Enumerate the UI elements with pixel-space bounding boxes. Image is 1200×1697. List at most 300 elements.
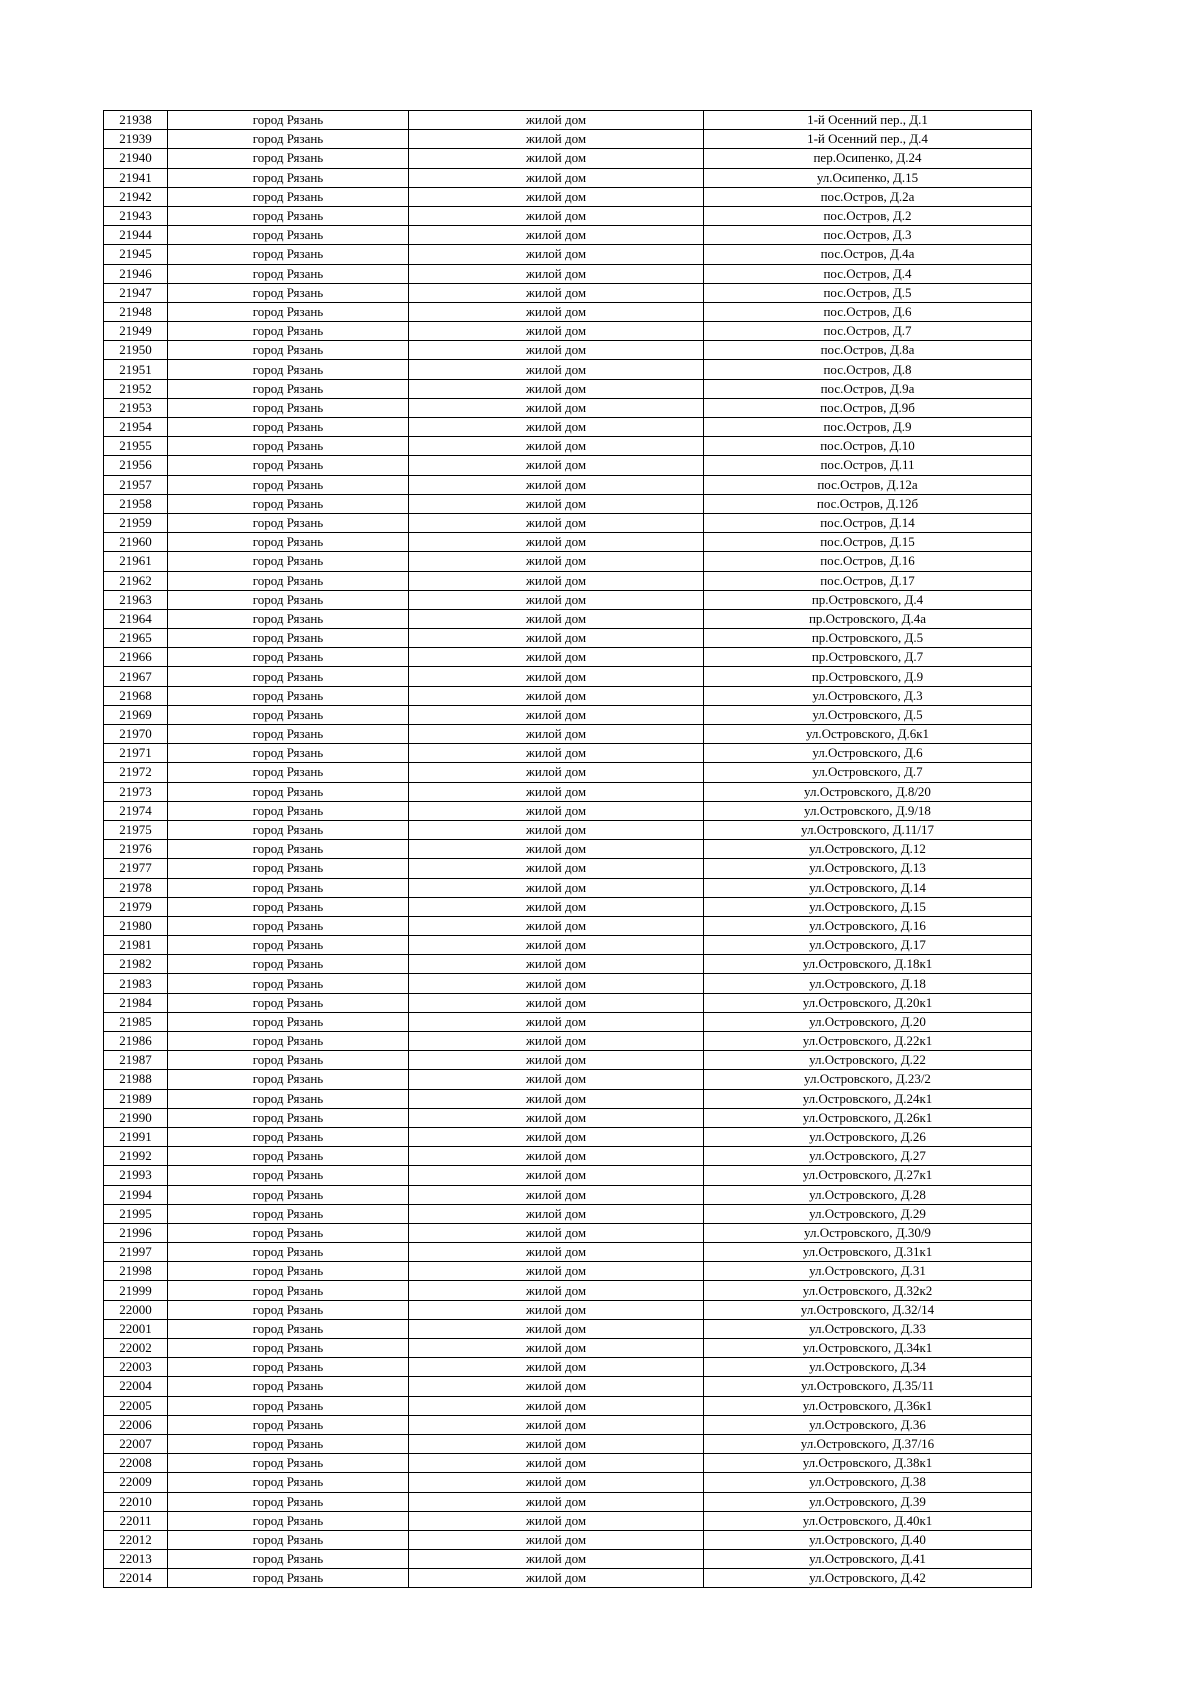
city-cell: город Рязань [168, 149, 409, 168]
row-number-cell: 21999 [104, 1281, 168, 1300]
city-cell: город Рязань [168, 1550, 409, 1569]
city-cell: город Рязань [168, 1358, 409, 1377]
row-number-cell: 21974 [104, 801, 168, 820]
building-type-cell: жилой дом [409, 418, 704, 437]
city-cell: город Рязань [168, 763, 409, 782]
building-type-cell: жилой дом [409, 648, 704, 667]
building-type-cell: жилой дом [409, 283, 704, 302]
address-cell: ул.Островского, Д.20к1 [704, 993, 1032, 1012]
row-number-cell: 21949 [104, 322, 168, 341]
address-cell: ул.Островского, Д.40 [704, 1530, 1032, 1549]
building-type-cell: жилой дом [409, 609, 704, 628]
building-type-cell: жилой дом [409, 1569, 704, 1588]
table-row [104, 437, 1032, 456]
address-cell: пос.Остров, Д.12б [704, 494, 1032, 513]
row-number-cell: 21980 [104, 916, 168, 935]
row-number-cell: 21969 [104, 705, 168, 724]
city-cell: город Рязань [168, 1223, 409, 1242]
address-cell: пос.Остров, Д.14 [704, 513, 1032, 532]
address-cell: ул.Островского, Д.38 [704, 1473, 1032, 1492]
address-cell: ул.Островского, Д.26 [704, 1127, 1032, 1146]
row-number-cell: 21944 [104, 226, 168, 245]
table-row [104, 878, 1032, 897]
city-cell: город Рязань [168, 1396, 409, 1415]
building-type-cell: жилой дом [409, 725, 704, 744]
building-type-cell: жилой дом [409, 1147, 704, 1166]
row-number-cell: 21988 [104, 1070, 168, 1089]
address-cell: ул.Островского, Д.17 [704, 936, 1032, 955]
city-cell: город Рязань [168, 494, 409, 513]
table-row [104, 820, 1032, 839]
building-type-cell: жилой дом [409, 1032, 704, 1051]
table-row [104, 648, 1032, 667]
address-cell: ул.Островского, Д.31 [704, 1262, 1032, 1281]
row-number-cell: 21970 [104, 725, 168, 744]
city-cell: город Рязань [168, 1127, 409, 1146]
address-cell: ул.Островского, Д.18к1 [704, 955, 1032, 974]
address-cell: пос.Остров, Д.8а [704, 341, 1032, 360]
building-type-cell: жилой дом [409, 1396, 704, 1415]
document-table-container [103, 110, 1031, 1588]
row-number-cell: 22001 [104, 1319, 168, 1338]
address-cell: пос.Остров, Д.11 [704, 456, 1032, 475]
address-table [103, 110, 1032, 1588]
table-row [104, 1339, 1032, 1358]
city-cell: город Рязань [168, 533, 409, 552]
row-number-cell: 21991 [104, 1127, 168, 1146]
city-cell: город Рязань [168, 283, 409, 302]
address-cell: ул.Островского, Д.30/9 [704, 1223, 1032, 1242]
row-number-cell: 22013 [104, 1550, 168, 1569]
building-type-cell: жилой дом [409, 111, 704, 130]
row-number-cell: 21967 [104, 667, 168, 686]
address-cell: ул.Островского, Д.23/2 [704, 1070, 1032, 1089]
table-row [104, 1147, 1032, 1166]
city-cell: город Рязань [168, 1339, 409, 1358]
building-type-cell: жилой дом [409, 1089, 704, 1108]
address-cell: пос.Остров, Д.5 [704, 283, 1032, 302]
row-number-cell: 21963 [104, 590, 168, 609]
row-number-cell: 21978 [104, 878, 168, 897]
building-type-cell: жилой дом [409, 1434, 704, 1453]
table-row [104, 1262, 1032, 1281]
address-cell: пр.Островского, Д.7 [704, 648, 1032, 667]
city-cell: город Рязань [168, 1415, 409, 1434]
address-cell: ул.Островского, Д.39 [704, 1492, 1032, 1511]
row-number-cell: 21989 [104, 1089, 168, 1108]
address-cell: пер.Осипенко, Д.24 [704, 149, 1032, 168]
address-cell: ул.Островского, Д.8/20 [704, 782, 1032, 801]
building-type-cell: жилой дом [409, 226, 704, 245]
table-row [104, 1108, 1032, 1127]
row-number-cell: 21981 [104, 936, 168, 955]
table-row [104, 1569, 1032, 1588]
building-type-cell: жилой дом [409, 974, 704, 993]
city-cell: город Рязань [168, 609, 409, 628]
building-type-cell: жилой дом [409, 1415, 704, 1434]
table-row [104, 187, 1032, 206]
city-cell: город Рязань [168, 418, 409, 437]
city-cell: город Рязань [168, 1147, 409, 1166]
address-cell: пос.Остров, Д.9б [704, 398, 1032, 417]
table-row [104, 590, 1032, 609]
table-row [104, 475, 1032, 494]
table-row [104, 916, 1032, 935]
address-cell: ул.Островского, Д.34к1 [704, 1339, 1032, 1358]
city-cell: город Рязань [168, 1377, 409, 1396]
row-number-cell: 21977 [104, 859, 168, 878]
city-cell: город Рязань [168, 686, 409, 705]
building-type-cell: жилой дом [409, 1185, 704, 1204]
table-row [104, 1300, 1032, 1319]
building-type-cell: жилой дом [409, 1012, 704, 1031]
city-cell: город Рязань [168, 513, 409, 532]
city-cell: город Рязань [168, 1300, 409, 1319]
address-cell: ул.Островского, Д.36к1 [704, 1396, 1032, 1415]
table-row [104, 782, 1032, 801]
address-cell: пос.Остров, Д.12а [704, 475, 1032, 494]
table-row [104, 859, 1032, 878]
row-number-cell: 22007 [104, 1434, 168, 1453]
city-cell: город Рязань [168, 801, 409, 820]
building-type-cell: жилой дом [409, 1051, 704, 1070]
building-type-cell: жилой дом [409, 1492, 704, 1511]
table-row [104, 111, 1032, 130]
row-number-cell: 21994 [104, 1185, 168, 1204]
row-number-cell: 21947 [104, 283, 168, 302]
row-number-cell: 21958 [104, 494, 168, 513]
row-number-cell: 22000 [104, 1300, 168, 1319]
building-type-cell: жилой дом [409, 744, 704, 763]
table-row [104, 1127, 1032, 1146]
row-number-cell: 21968 [104, 686, 168, 705]
building-type-cell: жилой дом [409, 571, 704, 590]
city-cell: город Рязань [168, 1204, 409, 1223]
building-type-cell: жилой дом [409, 667, 704, 686]
city-cell: город Рязань [168, 897, 409, 916]
row-number-cell: 21996 [104, 1223, 168, 1242]
address-cell: ул.Островского, Д.22к1 [704, 1032, 1032, 1051]
building-type-cell: жилой дом [409, 820, 704, 839]
address-cell: ул.Островского, Д.27 [704, 1147, 1032, 1166]
building-type-cell: жилой дом [409, 1530, 704, 1549]
row-number-cell: 22009 [104, 1473, 168, 1492]
city-cell: город Рязань [168, 974, 409, 993]
building-type-cell: жилой дом [409, 245, 704, 264]
city-cell: город Рязань [168, 840, 409, 859]
table-row [104, 398, 1032, 417]
table-row [104, 1358, 1032, 1377]
table-row [104, 1377, 1032, 1396]
address-cell: пос.Остров, Д.4 [704, 264, 1032, 283]
table-row [104, 840, 1032, 859]
address-cell: ул.Островского, Д.3 [704, 686, 1032, 705]
city-cell: город Рязань [168, 1032, 409, 1051]
city-cell: город Рязань [168, 206, 409, 225]
row-number-cell: 21959 [104, 513, 168, 532]
building-type-cell: жилой дом [409, 1454, 704, 1473]
table-row [104, 552, 1032, 571]
row-number-cell: 21964 [104, 609, 168, 628]
building-type-cell: жилой дом [409, 341, 704, 360]
address-cell: ул.Островского, Д.38к1 [704, 1454, 1032, 1473]
table-row [104, 1012, 1032, 1031]
address-cell: ул.Осипенко, Д.15 [704, 168, 1032, 187]
table-row [104, 936, 1032, 955]
city-cell: город Рязань [168, 1051, 409, 1070]
row-number-cell: 21973 [104, 782, 168, 801]
city-cell: город Рязань [168, 1243, 409, 1262]
building-type-cell: жилой дом [409, 801, 704, 820]
building-type-cell: жилой дом [409, 840, 704, 859]
building-type-cell: жилой дом [409, 456, 704, 475]
city-cell: город Рязань [168, 1434, 409, 1453]
address-cell: пр.Островского, Д.4а [704, 609, 1032, 628]
building-type-cell: жилой дом [409, 1108, 704, 1127]
address-cell: ул.Островского, Д.24к1 [704, 1089, 1032, 1108]
table-row [104, 322, 1032, 341]
row-number-cell: 21938 [104, 111, 168, 130]
city-cell: город Рязань [168, 936, 409, 955]
table-row [104, 494, 1032, 513]
building-type-cell: жилой дом [409, 1204, 704, 1223]
building-type-cell: жилой дом [409, 398, 704, 417]
city-cell: город Рязань [168, 341, 409, 360]
row-number-cell: 21960 [104, 533, 168, 552]
building-type-cell: жилой дом [409, 1262, 704, 1281]
city-cell: город Рязань [168, 168, 409, 187]
row-number-cell: 21965 [104, 629, 168, 648]
row-number-cell: 22003 [104, 1358, 168, 1377]
city-cell: город Рязань [168, 705, 409, 724]
city-cell: город Рязань [168, 782, 409, 801]
city-cell: город Рязань [168, 1108, 409, 1127]
row-number-cell: 22004 [104, 1377, 168, 1396]
address-cell: пр.Островского, Д.9 [704, 667, 1032, 686]
table-row [104, 533, 1032, 552]
table-row [104, 264, 1032, 283]
building-type-cell: жилой дом [409, 552, 704, 571]
city-cell: город Рязань [168, 725, 409, 744]
city-cell: город Рязань [168, 130, 409, 149]
building-type-cell: жилой дом [409, 916, 704, 935]
address-cell: 1-й Осенний пер., Д.4 [704, 130, 1032, 149]
address-cell: пос.Остров, Д.15 [704, 533, 1032, 552]
building-type-cell: жилой дом [409, 1300, 704, 1319]
city-cell: город Рязань [168, 1530, 409, 1549]
table-body [104, 111, 1032, 1588]
city-cell: город Рязань [168, 744, 409, 763]
building-type-cell: жилой дом [409, 513, 704, 532]
building-type-cell: жилой дом [409, 437, 704, 456]
address-cell: ул.Островского, Д.35/11 [704, 1377, 1032, 1396]
row-number-cell: 21976 [104, 840, 168, 859]
address-cell: ул.Островского, Д.15 [704, 897, 1032, 916]
table-row [104, 130, 1032, 149]
row-number-cell: 21962 [104, 571, 168, 590]
address-cell: пос.Остров, Д.4а [704, 245, 1032, 264]
building-type-cell: жилой дом [409, 264, 704, 283]
address-cell: ул.Островского, Д.26к1 [704, 1108, 1032, 1127]
city-cell: город Рязань [168, 820, 409, 839]
row-number-cell: 21953 [104, 398, 168, 417]
city-cell: город Рязань [168, 916, 409, 935]
city-cell: город Рязань [168, 1185, 409, 1204]
building-type-cell: жилой дом [409, 475, 704, 494]
table-row [104, 1051, 1032, 1070]
row-number-cell: 21971 [104, 744, 168, 763]
address-cell: ул.Островского, Д.41 [704, 1550, 1032, 1569]
row-number-cell: 22012 [104, 1530, 168, 1549]
row-number-cell: 21952 [104, 379, 168, 398]
building-type-cell: жилой дом [409, 763, 704, 782]
table-row [104, 418, 1032, 437]
address-cell: ул.Островского, Д.11/17 [704, 820, 1032, 839]
address-cell: ул.Островского, Д.22 [704, 1051, 1032, 1070]
address-cell: ул.Островского, Д.33 [704, 1319, 1032, 1338]
city-cell: город Рязань [168, 1319, 409, 1338]
table-row [104, 1473, 1032, 1492]
building-type-cell: жилой дом [409, 897, 704, 916]
city-cell: город Рязань [168, 1166, 409, 1185]
building-type-cell: жилой дом [409, 1166, 704, 1185]
city-cell: город Рязань [168, 322, 409, 341]
table-row [104, 955, 1032, 974]
table-row [104, 513, 1032, 532]
address-cell: ул.Островского, Д.20 [704, 1012, 1032, 1031]
table-row [104, 1032, 1032, 1051]
address-cell: пос.Остров, Д.6 [704, 302, 1032, 321]
row-number-cell: 21998 [104, 1262, 168, 1281]
row-number-cell: 22002 [104, 1339, 168, 1358]
row-number-cell: 21957 [104, 475, 168, 494]
address-cell: пр.Островского, Д.4 [704, 590, 1032, 609]
building-type-cell: жилой дом [409, 859, 704, 878]
table-row [104, 667, 1032, 686]
address-cell: ул.Островского, Д.28 [704, 1185, 1032, 1204]
address-cell: ул.Островского, Д.34 [704, 1358, 1032, 1377]
building-type-cell: жилой дом [409, 878, 704, 897]
building-type-cell: жилой дом [409, 494, 704, 513]
city-cell: город Рязань [168, 667, 409, 686]
row-number-cell: 21961 [104, 552, 168, 571]
address-cell: пос.Остров, Д.3 [704, 226, 1032, 245]
row-number-cell: 21984 [104, 993, 168, 1012]
table-row [104, 1166, 1032, 1185]
row-number-cell: 21995 [104, 1204, 168, 1223]
table-row [104, 168, 1032, 187]
address-cell: пос.Остров, Д.8 [704, 360, 1032, 379]
address-cell: ул.Островского, Д.27к1 [704, 1166, 1032, 1185]
row-number-cell: 21986 [104, 1032, 168, 1051]
building-type-cell: жилой дом [409, 130, 704, 149]
table-row [104, 149, 1032, 168]
city-cell: город Рязань [168, 571, 409, 590]
building-type-cell: жилой дом [409, 1550, 704, 1569]
address-cell: пос.Остров, Д.9а [704, 379, 1032, 398]
city-cell: город Рязань [168, 1089, 409, 1108]
table-row [104, 801, 1032, 820]
row-number-cell: 21954 [104, 418, 168, 437]
table-row [104, 1396, 1032, 1415]
city-cell: город Рязань [168, 360, 409, 379]
address-cell: пос.Остров, Д.7 [704, 322, 1032, 341]
table-row [104, 1185, 1032, 1204]
table-row [104, 1492, 1032, 1511]
city-cell: город Рязань [168, 302, 409, 321]
table-row [104, 456, 1032, 475]
row-number-cell: 22010 [104, 1492, 168, 1511]
row-number-cell: 21955 [104, 437, 168, 456]
table-row [104, 226, 1032, 245]
city-cell: город Рязань [168, 456, 409, 475]
address-cell: ул.Островского, Д.6к1 [704, 725, 1032, 744]
address-cell: ул.Островского, Д.42 [704, 1569, 1032, 1588]
address-cell: пос.Остров, Д.10 [704, 437, 1032, 456]
table-row [104, 1089, 1032, 1108]
city-cell: город Рязань [168, 1262, 409, 1281]
table-row [104, 1319, 1032, 1338]
city-cell: город Рязань [168, 111, 409, 130]
address-cell: ул.Островского, Д.31к1 [704, 1243, 1032, 1262]
row-number-cell: 21985 [104, 1012, 168, 1031]
building-type-cell: жилой дом [409, 1223, 704, 1242]
building-type-cell: жилой дом [409, 1358, 704, 1377]
table-row [104, 897, 1032, 916]
city-cell: город Рязань [168, 379, 409, 398]
building-type-cell: жилой дом [409, 1511, 704, 1530]
row-number-cell: 21941 [104, 168, 168, 187]
row-number-cell: 22014 [104, 1569, 168, 1588]
row-number-cell: 21945 [104, 245, 168, 264]
table-row [104, 1070, 1032, 1089]
address-cell: ул.Островского, Д.9/18 [704, 801, 1032, 820]
address-cell: ул.Островского, Д.36 [704, 1415, 1032, 1434]
table-row [104, 1243, 1032, 1262]
building-type-cell: жилой дом [409, 936, 704, 955]
address-cell: ул.Островского, Д.16 [704, 916, 1032, 935]
row-number-cell: 21972 [104, 763, 168, 782]
city-cell: город Рязань [168, 437, 409, 456]
table-row [104, 763, 1032, 782]
table-row [104, 686, 1032, 705]
address-cell: ул.Островского, Д.37/16 [704, 1434, 1032, 1453]
table-row [104, 1223, 1032, 1242]
address-cell: ул.Островского, Д.12 [704, 840, 1032, 859]
row-number-cell: 21943 [104, 206, 168, 225]
city-cell: город Рязань [168, 187, 409, 206]
city-cell: город Рязань [168, 1569, 409, 1588]
building-type-cell: жилой дом [409, 705, 704, 724]
table-row [104, 302, 1032, 321]
building-type-cell: жилой дом [409, 187, 704, 206]
building-type-cell: жилой дом [409, 590, 704, 609]
building-type-cell: жилой дом [409, 782, 704, 801]
table-row [104, 245, 1032, 264]
table-row [104, 705, 1032, 724]
city-cell: город Рязань [168, 264, 409, 283]
table-row [104, 629, 1032, 648]
row-number-cell: 21997 [104, 1243, 168, 1262]
building-type-cell: жилой дом [409, 993, 704, 1012]
table-row [104, 1415, 1032, 1434]
city-cell: город Рязань [168, 1070, 409, 1089]
row-number-cell: 21950 [104, 341, 168, 360]
building-type-cell: жилой дом [409, 1377, 704, 1396]
building-type-cell: жилой дом [409, 1473, 704, 1492]
building-type-cell: жилой дом [409, 533, 704, 552]
row-number-cell: 21942 [104, 187, 168, 206]
